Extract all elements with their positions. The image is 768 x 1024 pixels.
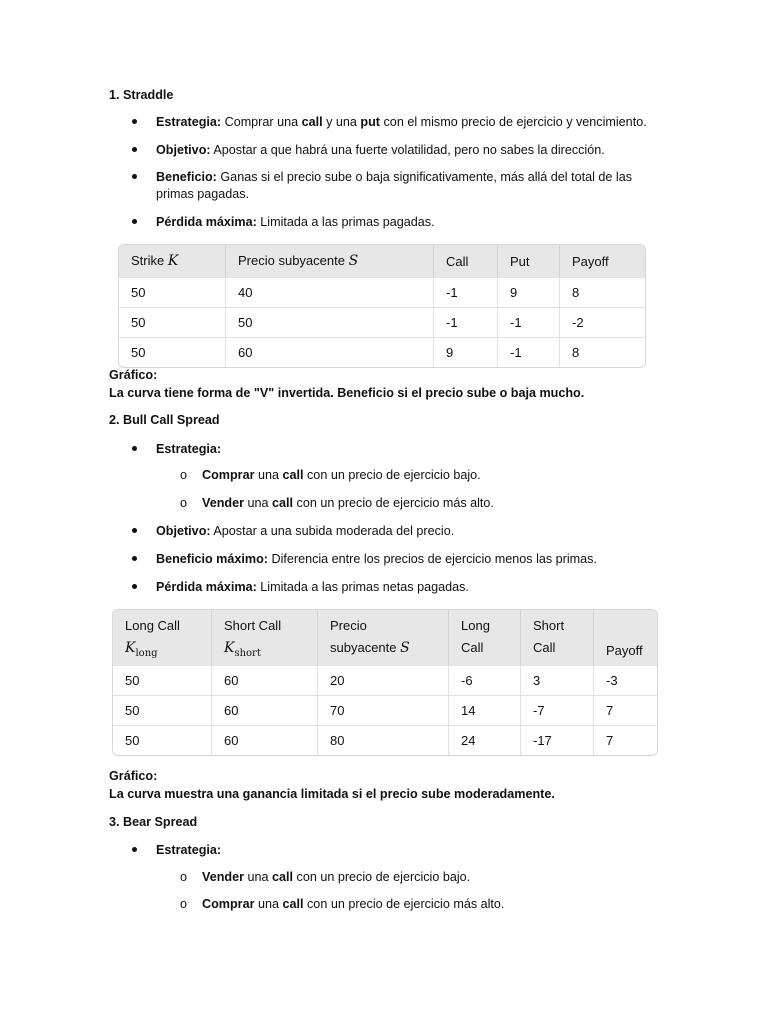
bold-call: call xyxy=(272,496,294,510)
col-strike: Strike K xyxy=(119,245,226,277)
text: con un precio de ejercicio más alto. xyxy=(293,496,494,510)
bullet-dot xyxy=(132,147,137,152)
col-put: Put xyxy=(498,245,560,277)
col-long-call-strike: Long Call $K_{long}$ xyxy=(113,610,212,665)
col-underlying: Precio subyacente S xyxy=(318,610,449,665)
cell: 14 xyxy=(449,695,521,725)
text: con un precio de ejercicio más alto. xyxy=(303,897,505,911)
col-short-call: Short Call xyxy=(521,610,594,665)
bold-call: call xyxy=(272,870,294,884)
graph-description: La curva muestra una ganancia limitada si el precio sube moderadamente. xyxy=(109,787,555,801)
cell: 60 xyxy=(212,725,318,755)
bullet-label: Beneficio máximo: xyxy=(156,552,268,566)
col-payoff: Payoff xyxy=(560,245,645,277)
section-heading-straddle: 1. Straddle xyxy=(109,88,174,102)
bold-put: put xyxy=(360,115,381,129)
cell: 9 xyxy=(434,337,498,367)
cell: 60 xyxy=(212,665,318,695)
bullet-label: Estrategia: xyxy=(156,843,222,857)
bullet-text: Apostar a una subida moderada del precio. xyxy=(210,524,455,538)
table-row xyxy=(119,337,645,367)
bullet-dot xyxy=(132,119,137,124)
verb: Comprar xyxy=(202,897,255,911)
cell: 20 xyxy=(318,665,449,695)
col-underlying: Precio subyacente S xyxy=(226,245,434,277)
cell: -1 xyxy=(434,307,498,337)
cell: -3 xyxy=(594,665,657,695)
cell: 50 xyxy=(113,695,212,725)
sub-marker: o xyxy=(180,870,188,884)
bold-call: call xyxy=(301,115,323,129)
bullet-label: Objetivo: xyxy=(156,524,211,538)
text: una xyxy=(244,870,273,884)
bullet-dot xyxy=(132,847,137,852)
cell: 24 xyxy=(449,725,521,755)
cell: 3 xyxy=(521,665,594,695)
cell: -1 xyxy=(498,307,560,337)
verb: Vender xyxy=(202,870,244,884)
text: con un precio de ejercicio bajo. xyxy=(303,468,481,482)
table-row xyxy=(113,665,657,695)
bold-call: call xyxy=(282,897,304,911)
table-header-row xyxy=(119,245,645,277)
col-long-call: Long Call xyxy=(449,610,521,665)
cell: -7 xyxy=(521,695,594,725)
bullet-text: Diferencia entre los precios de ejercicio menos las primas. xyxy=(267,552,597,566)
cell: 7 xyxy=(594,725,657,755)
bullet-dot xyxy=(132,556,137,561)
graph-label: Gráfico: xyxy=(109,769,158,783)
bullet-text: Ganas si el precio sube o baja significativamente, más allá del total de las primas pagadas. xyxy=(156,170,633,201)
cell: -1 xyxy=(434,277,498,307)
bullet-text: con el mismo precio de ejercicio y vencimiento. xyxy=(380,115,647,129)
text: una xyxy=(254,468,283,482)
cell: 70 xyxy=(318,695,449,725)
graph-description: La curva tiene forma de "V" invertida. Beneficio si el precio sube o baja mucho. xyxy=(109,386,585,400)
cell: 8 xyxy=(560,277,645,307)
bullet-label: Estrategia: xyxy=(156,442,222,456)
col-short-call-strike: Short Call $K_{short}$ xyxy=(212,610,318,665)
cell: 80 xyxy=(318,725,449,755)
verb: Vender xyxy=(202,496,244,510)
cell: 50 xyxy=(113,665,212,695)
verb: Comprar xyxy=(202,468,255,482)
cell: 50 xyxy=(226,307,434,337)
cell: 8 xyxy=(560,337,645,367)
bullet-label: Objetivo: xyxy=(156,143,211,157)
straddle-table xyxy=(118,244,646,368)
cell: -6 xyxy=(449,665,521,695)
cell: 7 xyxy=(594,695,657,725)
bullet-label: Estrategia: xyxy=(156,115,222,129)
bullet-dot xyxy=(132,528,137,533)
sub-marker: o xyxy=(180,468,188,482)
table-row xyxy=(119,307,645,337)
text: una xyxy=(244,496,273,510)
bullet-text: Limitada a las primas pagadas. xyxy=(256,215,435,229)
bullet-label: Pérdida máxima: xyxy=(156,580,257,594)
graph-label: Gráfico: xyxy=(109,368,158,382)
cell: 60 xyxy=(226,337,434,367)
cell: 40 xyxy=(226,277,434,307)
sub-marker: o xyxy=(180,496,188,510)
table-row xyxy=(113,725,657,755)
table-row xyxy=(113,695,657,725)
cell: -1 xyxy=(498,337,560,367)
bullet-text: Apostar a que habrá una fuerte volatilidad, pero no sabes la dirección. xyxy=(210,143,605,157)
cell: 50 xyxy=(119,307,226,337)
cell: 50 xyxy=(113,725,212,755)
bullet-text: Comprar una xyxy=(221,115,302,129)
bullet-label: Pérdida máxima: xyxy=(156,215,257,229)
cell: 9 xyxy=(498,277,560,307)
bullet-dot xyxy=(132,446,137,451)
col-call: Call xyxy=(434,245,498,277)
cell: -17 xyxy=(521,725,594,755)
cell: 50 xyxy=(119,337,226,367)
bullet-dot xyxy=(132,219,137,224)
table-row xyxy=(119,277,645,307)
cell: 60 xyxy=(212,695,318,725)
cell: -2 xyxy=(560,307,645,337)
sub-marker: o xyxy=(180,897,188,911)
table-header-row xyxy=(113,610,657,665)
bullet-label: Beneficio: xyxy=(156,170,217,184)
bullet-dot xyxy=(132,174,137,179)
section-heading-bear-spread: 3. Bear Spread xyxy=(109,815,198,829)
cell: 50 xyxy=(119,277,226,307)
bullet-dot xyxy=(132,584,137,589)
bullet-text: Limitada a las primas netas pagadas. xyxy=(256,580,469,594)
bull-call-spread-table xyxy=(112,609,658,756)
bold-call: call xyxy=(282,468,304,482)
text: una xyxy=(254,897,283,911)
col-payoff: Payoff xyxy=(594,610,657,665)
bullet-text: y una xyxy=(322,115,361,129)
section-heading-bull-call-spread: 2. Bull Call Spread xyxy=(109,413,220,427)
text: con un precio de ejercicio bajo. xyxy=(293,870,471,884)
